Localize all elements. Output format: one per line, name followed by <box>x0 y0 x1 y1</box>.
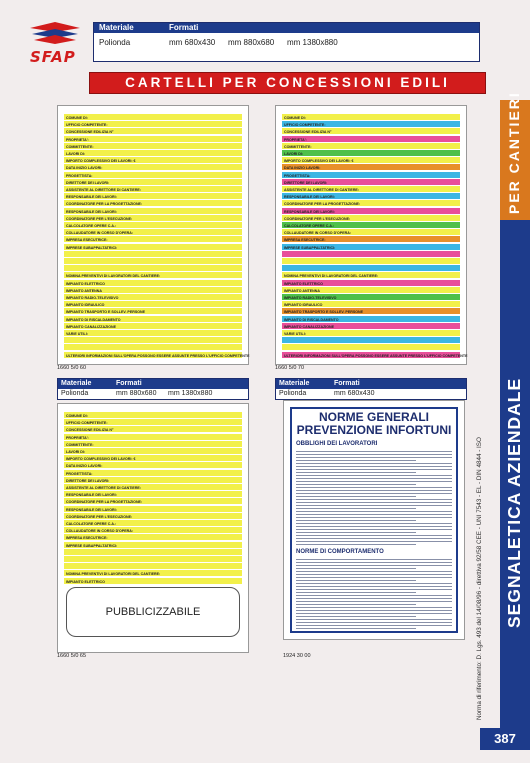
rule-text-line <box>296 613 452 614</box>
sign-row-label: COORDINATORE PER L'ESECUZIONE: <box>66 514 133 519</box>
sign-row-label: CONCESSIONE EDILIZIA N° <box>284 130 332 135</box>
sign-row <box>64 477 242 483</box>
sign-row <box>282 323 460 329</box>
sign-row-label: IMPRESE SUBAPPALTATRICI: <box>66 245 118 250</box>
product-code: 1660 5/0 65 <box>57 653 87 659</box>
sign-row <box>64 352 250 358</box>
sign-row <box>64 455 242 461</box>
sign-row <box>64 419 242 425</box>
rule-text-line <box>296 604 416 605</box>
section-heading: NORME DI COMPORTAMENTO <box>296 549 384 555</box>
sign-row <box>282 186 460 192</box>
sign-row <box>64 520 242 526</box>
sign-row <box>64 301 242 307</box>
sign-row <box>64 200 242 206</box>
sign-row <box>64 265 242 271</box>
format-value: mm 1380x880 <box>287 38 338 47</box>
rule-text-line <box>296 583 452 584</box>
sign-row <box>64 128 242 134</box>
sign-row <box>282 200 460 206</box>
rule-text-line <box>296 625 452 626</box>
sign-row-label: ASSISTENTE AL DIRETTORE DI CANTIERE: <box>66 188 142 192</box>
sign-row <box>64 491 242 497</box>
sign-row <box>64 462 242 468</box>
sign-row-label: COORDINATORE PER LA PROGETTAZIONE: <box>66 202 143 207</box>
sign-row-label: VARIE UTILI: <box>284 332 306 336</box>
sign-row-label: IMPIANTO RADIO-TELEVISIVO <box>284 296 337 300</box>
rule-text-line <box>296 523 452 524</box>
rule-text-line <box>296 622 452 623</box>
sign-row-label: COORDINATORE PER L'ESECUZIONE: <box>66 216 133 221</box>
rule-text-line <box>296 595 452 596</box>
rule-text-line <box>296 526 452 527</box>
sign-row <box>282 157 460 163</box>
sign-row-label: COLLAUDATORE IN CORSO D'OPERA: <box>66 529 134 534</box>
rule-text-line <box>296 628 416 629</box>
sign-row-label: IMPRESE SUBAPPALTATRICI: <box>66 543 118 548</box>
sign-row <box>282 179 460 185</box>
rule-text-line <box>296 469 452 470</box>
sign-row <box>282 294 460 300</box>
safety-rules-sign <box>283 400 465 640</box>
rule-text-line <box>296 568 416 569</box>
sign-row-label: COMMITTENTE: <box>66 144 94 149</box>
sign-row <box>64 287 242 293</box>
sign-row-label: IMPRESA ESECUTRICE: <box>66 238 108 243</box>
sign-row <box>282 121 460 127</box>
publicity-area <box>66 587 240 637</box>
material-header: Materiale <box>276 379 334 389</box>
sign-row-label: IMPORTO COMPLESSIVO DEI LAVORI: € <box>284 159 354 164</box>
sign-row <box>64 251 242 257</box>
rule-text-line <box>296 454 452 455</box>
rule-text-line <box>296 535 452 536</box>
rule-text-line <box>296 517 452 518</box>
safety-rules-frame <box>290 407 458 633</box>
rule-text-line <box>296 592 416 593</box>
sign-row <box>64 193 242 199</box>
sign-row-label: IMPIANTO TRASPORTO E SOLLEV. PERSONE <box>66 310 146 315</box>
sign-row <box>282 280 460 286</box>
sign-row <box>282 128 460 134</box>
rule-text-line <box>296 559 452 560</box>
sign-row <box>64 280 242 286</box>
rule-text-line <box>296 562 452 563</box>
sign-row <box>282 272 460 278</box>
rule-text-line <box>296 472 416 473</box>
sign-row-label: COMUNE DI: <box>66 116 88 120</box>
rule-text-line <box>296 520 416 521</box>
sign-row-label: ASSISTENTE AL DIRETTORE DI CANTIERE: <box>66 486 142 490</box>
sign-row <box>64 222 242 228</box>
rule-text-line <box>296 574 452 575</box>
product-code: 1660 5/0 60 <box>57 365 87 371</box>
logo-text: SFAP <box>30 48 76 66</box>
rule-text-line <box>296 601 452 602</box>
sign-row <box>64 498 242 504</box>
product-code: 1660 5/0 70 <box>275 365 305 371</box>
sign-row-label: IMPORTO COMPLESSIVO DEI LAVORI: € <box>66 457 136 462</box>
sign-row <box>282 287 460 293</box>
sign-row-label: IMPIANTO TRASPORTO E SOLLEV. PERSONE <box>284 310 364 315</box>
sign-row-label: IMPORTO COMPLESSIVO DEI LAVORI: € <box>66 159 136 164</box>
sign-row <box>282 172 460 178</box>
publicity-label: PUBBLICIZZABILE <box>105 606 201 618</box>
sign-row-label: COLLAUDATORE IN CORSO D'OPERA: <box>66 231 134 236</box>
sign-row <box>64 316 242 322</box>
sign-row <box>282 164 460 170</box>
sign-row-label: RESPONSABILE DEI LAVORI: <box>66 209 117 214</box>
sign-row-label: IMPIANTO CANALIZZAZIONE <box>284 324 335 329</box>
sign-row <box>64 114 242 120</box>
sign-row-label: IMPIANTO IDRAULICO <box>66 303 105 308</box>
rule-text-line <box>296 496 416 497</box>
sign-row-label: RESPONSABILE DEI LAVORI: <box>284 209 335 214</box>
sign-row <box>64 549 242 555</box>
sign-row <box>282 222 460 228</box>
sign-row <box>64 258 242 264</box>
sign-row-label: ASSISTENTE AL DIRETTORE DI CANTIERE: <box>284 188 360 192</box>
sign-row <box>64 157 242 163</box>
safety-rules-title <box>292 411 456 437</box>
sign-row <box>64 330 242 336</box>
rule-text-line <box>296 577 452 578</box>
section-heading: OBBLIGHI DEI LAVORATORI <box>296 441 378 447</box>
sign-row-label: IMPIANTO ELETTRICO <box>66 281 105 286</box>
sign-row <box>282 330 460 336</box>
rule-text-line <box>296 607 452 608</box>
spec-table <box>57 378 249 400</box>
page-number-box <box>480 728 530 750</box>
sign-row <box>282 244 460 250</box>
sign-row <box>64 143 242 149</box>
sign-row <box>282 352 468 358</box>
rule-text-line <box>296 589 452 590</box>
sign-row <box>282 229 460 235</box>
sign-row <box>282 251 460 257</box>
sign-row-label: IMPIANTO ELETTRICO <box>284 281 323 286</box>
sign-row-label: IMPIANTO ANTENNA <box>66 288 102 293</box>
sign-row-label: PROPRIETA': <box>66 137 89 142</box>
sign-row <box>282 258 460 264</box>
sign-row <box>282 215 460 221</box>
rule-text-line <box>296 487 452 488</box>
sign-row-label: IMPRESE SUBAPPALTATRICI: <box>284 245 336 250</box>
sign-row-label: COMUNE DI: <box>284 116 306 120</box>
rule-text-line <box>296 484 416 485</box>
sign-row-label: PROGETTISTA: <box>66 471 93 476</box>
sign-row-label: DATA INIZIO LAVORI: <box>66 464 103 469</box>
rule-text-line <box>296 505 452 506</box>
sign-row <box>282 236 460 242</box>
sign-row <box>282 114 460 120</box>
sign-row <box>64 164 242 170</box>
sign-row-label: COMUNE DI: <box>66 414 88 418</box>
spec-table <box>275 378 467 400</box>
sign-row-label: COMMITTENTE: <box>66 442 94 447</box>
product-code: 1924 30 00 <box>283 653 311 659</box>
format-value: mm 880x680 <box>116 390 157 397</box>
sign-row-label: LAVORI DI: <box>284 152 304 156</box>
sidebar-top-band <box>500 91 530 220</box>
sign-row <box>64 578 242 584</box>
page-number: 387 <box>494 731 516 746</box>
rule-text-line <box>296 598 452 599</box>
sign-row <box>64 527 242 533</box>
rule-text-line <box>296 460 416 461</box>
legal-note: Norma di riferimento: D. Lgs. 493 del 14/08/96 - direttiva 92/58 CEE - UNI 7543 - EL - DIN 4844 - ISO <box>476 437 483 720</box>
sign-row-label: ULTERIORI INFORMAZIONI SULL'OPERA POSSONO ESSERE ASSUNTE PRESSO L'UFFICIO COMPETENTE <box>66 353 250 358</box>
rule-text-line <box>296 538 452 539</box>
rule-text-line <box>296 541 452 542</box>
title-line: NORME GENERALI <box>318 410 429 424</box>
format-value: mm 1380x880 <box>168 390 213 397</box>
sign-row-label: RESPONSABILE DEI LAVORI: <box>284 195 335 200</box>
sign-row-label: IMPIANTO CANALIZZAZIONE <box>66 324 117 329</box>
sign-row <box>64 556 242 562</box>
rule-text-line <box>296 457 452 458</box>
sign-row <box>282 150 460 156</box>
sign-row-label: CALCOLATORE OPERE C.A.: <box>66 224 117 228</box>
construction-sign-yellow <box>57 105 249 365</box>
format-value: mm 680x430 <box>334 390 375 397</box>
sign-row <box>64 470 242 476</box>
material-header: Materiale <box>94 23 169 33</box>
sign-row-label: COORDINATORE PER LA PROGETTAZIONE: <box>66 500 143 505</box>
formats-header: Formati <box>334 379 466 389</box>
sidebar-main-label: SEGNALETICA AZIENDALE <box>504 377 524 628</box>
rule-text-line <box>296 571 452 572</box>
banner-title: CARTELLI PER CONCESSIONI EDILI <box>125 75 450 90</box>
sign-row <box>64 484 242 490</box>
sign-row-label: IMPIANTO IDRAULICO <box>284 303 323 308</box>
sign-row <box>64 186 242 192</box>
sign-row-label: CALCOLATORE OPERE C.A.: <box>66 522 117 526</box>
rule-text-line <box>296 511 452 512</box>
sign-row <box>64 506 242 512</box>
sign-row <box>64 272 242 278</box>
rule-text-line <box>296 463 452 464</box>
sign-row <box>64 426 242 432</box>
sign-row-label: NOMINA PREVENTIVI DI LAVORATORI DEL CANTIERE: <box>66 274 161 279</box>
sign-row <box>282 344 460 350</box>
sign-row-label: RESPONSABILE DEI LAVORI: <box>66 507 117 512</box>
title-line: PREVENZIONE INFORTUNI <box>296 423 452 437</box>
sign-row-label: IMPRESA ESECUTRICE: <box>284 238 326 243</box>
rule-text-line <box>296 586 452 587</box>
sign-row-label: DIRETTORE DEI LAVORI: <box>66 478 110 483</box>
sign-row <box>64 150 242 156</box>
sign-row <box>282 308 460 314</box>
sign-row-label: ULTERIORI INFORMAZIONI SULL'OPERA POSSONO ESSERE ASSUNTE PRESSO L'UFFICIO COMPETENTE <box>284 353 468 358</box>
rule-text-line <box>296 502 452 503</box>
sign-row <box>64 542 242 548</box>
rule-text-line <box>296 529 452 530</box>
sign-row-label: PROGETTISTA: <box>66 173 93 178</box>
sign-row <box>64 441 242 447</box>
sign-row <box>282 337 460 343</box>
sign-row-label: RESPONSABILE DEI LAVORI: <box>66 195 117 200</box>
rule-text-line <box>296 514 452 515</box>
material-header: Materiale <box>58 379 116 389</box>
sign-row-label: COORDINATORE PER LA PROGETTAZIONE: <box>284 202 361 207</box>
rule-text-line <box>296 481 452 482</box>
sign-row <box>64 563 242 569</box>
rule-text-line <box>296 475 452 476</box>
sign-row <box>64 344 242 350</box>
sign-row <box>64 337 242 343</box>
sign-row-label: IMPIANTO ANTENNA <box>284 288 320 293</box>
sign-row <box>64 434 242 440</box>
rule-text-line <box>296 580 416 581</box>
sign-row-label: CONCESSIONE EDILIZIA N° <box>66 428 114 433</box>
sign-row <box>282 136 460 142</box>
sign-row-label: RESPONSABILE DEI LAVORI: <box>66 493 117 498</box>
formats-header: Formati <box>169 23 479 33</box>
sign-row-label: COMMITTENTE: <box>284 144 312 149</box>
material-value: Polionda <box>61 390 89 397</box>
material-value: Polionda <box>99 38 131 47</box>
sign-row-label: IMPIANTO DI RISCALDAMENTO <box>66 317 121 322</box>
sign-row <box>64 308 242 314</box>
format-value: mm 680x430 <box>169 38 216 47</box>
sign-row-label: UFFICIO COMPETENTE: <box>66 123 108 128</box>
sign-row-label: IMPRESA ESECUTRICE: <box>66 536 108 541</box>
sign-row-label: IMPIANTO DI RISCALDAMENTO <box>284 317 339 322</box>
sign-row <box>282 193 460 199</box>
sign-row <box>64 136 242 142</box>
sign-row <box>64 448 242 454</box>
sign-row-label: DIRETTORE DEI LAVORI: <box>284 180 328 185</box>
rule-text-line <box>296 544 416 545</box>
section-banner <box>89 72 486 94</box>
sign-row-label: LAVORI DI: <box>66 152 86 156</box>
rule-text-line <box>296 490 452 491</box>
sign-row <box>64 513 242 519</box>
rule-text-line <box>296 478 452 479</box>
rule-text-line <box>296 610 452 611</box>
sign-row-label: IMPIANTO ELETTRICO <box>66 579 105 584</box>
sign-row-label: PROPRIETA': <box>66 435 89 440</box>
construction-sign-multicolor <box>275 105 467 365</box>
sign-row <box>64 236 242 242</box>
sign-row <box>64 534 242 540</box>
rule-text-line <box>296 499 452 500</box>
sign-row <box>64 121 242 127</box>
rule-text-line <box>296 451 452 452</box>
sign-row-label: COORDINATORE PER L'ESECUZIONE: <box>284 216 351 221</box>
sign-row-label: NOMINA PREVENTIVI DI LAVORATORI DEL CANTIERE: <box>66 572 161 577</box>
sign-row <box>282 301 460 307</box>
rule-text-line <box>296 616 416 617</box>
sign-row <box>64 412 242 418</box>
formats-header: Formati <box>116 379 248 389</box>
rule-text-line <box>296 619 452 620</box>
sign-row-label: PROGETTISTA: <box>284 173 311 178</box>
sign-row <box>64 172 242 178</box>
sign-row-label: CALCOLATORE OPERE C.A.: <box>284 224 335 228</box>
sign-row <box>282 208 460 214</box>
sign-row <box>64 208 242 214</box>
construction-sign-publicity <box>57 403 249 653</box>
format-value: mm 880x680 <box>228 38 275 47</box>
rule-text-line <box>296 565 452 566</box>
sign-row-label: CONCESSIONE EDILIZIA N° <box>66 130 114 135</box>
sign-row <box>64 244 242 250</box>
sign-row-label: DATA INIZIO LAVORI: <box>284 166 321 171</box>
sign-row-label: NOMINA PREVENTIVI DI LAVORATORI DEL CANTIERE: <box>284 274 379 279</box>
sign-row <box>64 179 242 185</box>
rule-text-line <box>296 508 416 509</box>
sign-row-label: DIRETTORE DEI LAVORI: <box>66 180 110 185</box>
sign-row <box>64 294 242 300</box>
sign-row <box>282 143 460 149</box>
sign-row <box>64 229 242 235</box>
sign-row <box>64 570 242 576</box>
rule-text-line <box>296 532 416 533</box>
sign-row <box>64 215 242 221</box>
sign-row-label: IMPIANTO RADIO-TELEVISIVO <box>66 296 119 300</box>
sign-row <box>282 316 460 322</box>
material-value: Polionda <box>279 390 307 397</box>
rule-text-line <box>296 493 452 494</box>
sign-row <box>64 323 242 329</box>
sign-row-label: COLLAUDATORE IN CORSO D'OPERA: <box>284 231 352 236</box>
sign-row-label: UFFICIO COMPETENTE: <box>284 123 326 128</box>
sign-row <box>282 265 460 271</box>
sign-row-label: LAVORI DI: <box>66 450 86 454</box>
rule-text-line <box>296 466 452 467</box>
sign-row-label: UFFICIO COMPETENTE: <box>66 421 108 426</box>
sign-row-label: PROPRIETA': <box>284 137 307 142</box>
sign-row-label: DATA INIZIO LAVORI: <box>66 166 103 171</box>
sign-row-label: VARIE UTILI: <box>66 332 88 336</box>
sidebar-top-label: PER CANTIERI <box>506 91 522 214</box>
spec-table <box>93 22 480 62</box>
